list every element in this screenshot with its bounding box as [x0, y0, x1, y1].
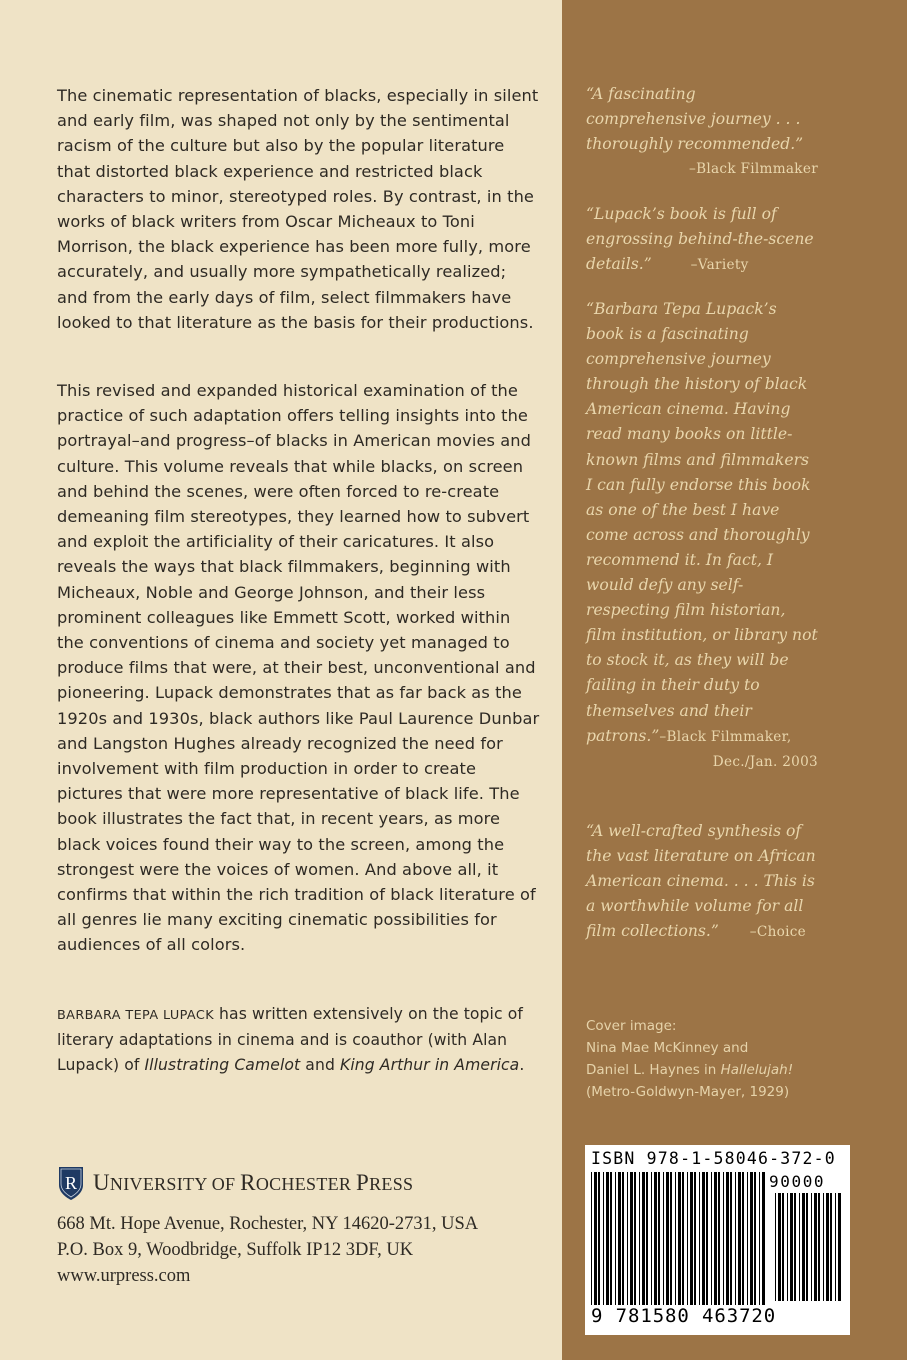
author-bio-and: and [300, 1056, 341, 1074]
cover-credit-label: Cover image: [586, 1018, 677, 1034]
description-paragraph-1: The cinematic representation of blacks, especially in silent and early film, was shaped not only by the sentimental racism of the culture but also by the popular literature that distorted black experience and restricted black characters to minor, stereotyped roles. By contrast, in the works of black writers from Oscar Micheaux to Toni Morrison, the black experience has been more fully, more accurately, and usually more sympathetically realized; and from the early days of film, select filmmakers have looked to that literature as the basis for their productions. [57, 86, 539, 332]
cover-credit-film-title: Hallelujah! [720, 1062, 794, 1078]
publisher-name-p: P [356, 1170, 370, 1195]
barcode-bar [747, 1172, 748, 1305]
barcode-bar [658, 1172, 660, 1305]
barcode-bar [762, 1172, 765, 1305]
barcode-bar [690, 1172, 693, 1305]
barcode-bar [775, 1193, 776, 1301]
barcode-bar [750, 1172, 753, 1305]
barcode-bar [622, 1172, 624, 1305]
review-quote-1 [586, 82, 818, 182]
quote-2-source: –Variety [690, 257, 749, 274]
barcode-bar [651, 1172, 652, 1305]
shield-letter: R [64, 1173, 78, 1193]
barcode-bar [799, 1193, 800, 1301]
cover-credit-line3: (Metro-Goldwyn-Mayer, 1929) [586, 1084, 790, 1100]
barcode-bar [654, 1172, 657, 1305]
publisher-name [93, 1170, 413, 1196]
barcode-bar [594, 1172, 597, 1305]
barcode-bar [835, 1193, 836, 1301]
barcode-bar [694, 1172, 696, 1305]
ean-barcode-bars [591, 1172, 767, 1307]
barcode-bar [682, 1172, 684, 1305]
barcode-bar [618, 1172, 621, 1305]
isbn-label: ISBN 978-1-58046-372-0 [591, 1149, 836, 1168]
quote-4-source: –Choice [749, 924, 807, 941]
review-quote-2 [586, 202, 818, 278]
barcode-bar [630, 1172, 633, 1305]
barcode-bar [754, 1172, 756, 1305]
barcode-bar [730, 1172, 732, 1305]
barcode-bar [663, 1172, 664, 1305]
barcode-bar [718, 1172, 720, 1305]
author-bio [57, 1002, 541, 1078]
barcode-bar [759, 1172, 760, 1305]
publisher-address-uk: P.O. Box 9, Woodbridge, Suffolk IP12 3DF, UK [57, 1240, 414, 1260]
barcode-bar [598, 1172, 600, 1305]
barcode-bar [818, 1193, 820, 1301]
cover-credit-line2 [586, 1059, 846, 1081]
barcode-digits: 9 781580 463720 [591, 1305, 777, 1327]
barcode-bar [702, 1172, 705, 1305]
quote-1-text: “A fascinating comprehensive journey . . . thoroughly recommended.” [586, 85, 804, 154]
barcode-bar [726, 1172, 729, 1305]
quote-4-text: “A well-crafted synthesis of the vast literature on African American cinema. . . . This is a worthwhile volume for all film collections.” [586, 822, 816, 941]
barcode-bar [646, 1172, 648, 1305]
barcode-bar [687, 1172, 688, 1305]
barcode-bar [627, 1172, 628, 1305]
cover-credit-line1: Nina Mae McKinney and [586, 1040, 749, 1056]
quote-3-text: “Barbara Tepa Lupack’s book is a fascinating comprehensive journey through the history of black American cinema. Having read many books on little-known films and filmmakers I can fully endorse this book as one of the best I have come across and thoroughly recommend it. In fact, I would defy any self-respecting film historian, film institution, or library not to stock it, as they will be failing in their duty to themselves and their patrons.” [586, 300, 818, 745]
review-quote-3 [586, 297, 818, 775]
author-bio-end: . [519, 1056, 525, 1074]
publisher-shield-icon [57, 1165, 85, 1201]
quote-1-source: –Black Filmmaker [688, 161, 818, 178]
barcode-bar [639, 1172, 640, 1305]
cover-image-credit [586, 1015, 846, 1103]
barcode-bar [723, 1172, 724, 1305]
barcode-bar [642, 1172, 645, 1305]
book-title-2: King Arthur in America [340, 1056, 520, 1074]
barcode-bar [670, 1172, 672, 1305]
author-bio-text: has written extensively on the topic of literary adaptations in cinema and is coauthor (with Alan Lupack) of [57, 1005, 523, 1074]
publisher-name-rest3: RESS [369, 1174, 414, 1194]
book-title-1: Illustrating Camelot [144, 1056, 301, 1074]
quote-3-date: Dec./Jan. 2003 [712, 753, 818, 770]
barcode-bar [811, 1193, 812, 1301]
barcode-bar [826, 1193, 829, 1301]
barcode-bar [666, 1172, 669, 1305]
barcode-bar [823, 1193, 824, 1301]
isbn-barcode [585, 1145, 850, 1335]
barcode-bar [794, 1193, 796, 1301]
barcode-bar [814, 1193, 817, 1301]
barcode-bar [714, 1172, 717, 1305]
publisher-website: www.urpress.com [57, 1266, 191, 1286]
price-code-label: 90000 [769, 1172, 826, 1191]
barcode-bar [802, 1193, 805, 1301]
barcode-bar [782, 1193, 784, 1301]
publisher-name-u: U [93, 1170, 110, 1195]
publisher-name-rest2: OCHESTER [255, 1174, 357, 1194]
barcode-bar [610, 1172, 612, 1305]
barcode-bar [830, 1193, 832, 1301]
quote-3-source: –Black Filmmaker, [659, 728, 792, 745]
barcode-bar [806, 1193, 808, 1301]
author-name: BARBARA TEPA LUPACK [57, 1008, 214, 1023]
price-barcode-bars [775, 1193, 841, 1303]
barcode-bar [790, 1193, 793, 1301]
barcode-bar [706, 1172, 708, 1305]
barcode-bar [615, 1172, 616, 1305]
review-quote-4 [586, 819, 818, 945]
barcode-bar [838, 1193, 841, 1301]
barcode-bar [591, 1172, 592, 1305]
barcode-bar [699, 1172, 700, 1305]
publisher-address-us: 668 Mt. Hope Avenue, Rochester, NY 14620-2731, USA [57, 1214, 479, 1234]
barcode-bar [634, 1172, 636, 1305]
barcode-bar [742, 1172, 744, 1305]
barcode-bar [606, 1172, 609, 1305]
publisher-name-rest: NIVERSITY OF [109, 1174, 241, 1194]
barcode-bar [787, 1193, 788, 1301]
barcode-bar [778, 1193, 781, 1301]
barcode-bar [675, 1172, 676, 1305]
barcode-bar [738, 1172, 741, 1305]
description-paragraph-2: This revised and expanded historical examination of the practice of such adaptation offers telling insights into the portrayal–and progress–of blacks in American movies and culture. This volume reveals that while blacks, on screen and behind the scenes, were often forced to re-create demeaning film stereotypes, they learned how to subvert and exploit the artificiality of their caricatures. It also reveals the ways that black filmmakers, beginning with Micheaux, Noble and George Johnson, and their less prominent colleagues like Emmett Scott, worked within the conventions of cinema and society yet managed to produce films that were, at their best, unconventional and pioneering. Lupack demonstrates that as far back as the 1920s and 1930s, black authors like Paul Laurence Dunbar and Langston Hughes already recognized the need for involvement with film production in order to create pictures that were more representative of black life. The book illustrates the fact that, in recent years, as more black voices found their way to the screen, among the strongest were the voices of women. And above all, it confirms that within the rich tradition of black literature of all genres lie many exciting cinematic possibilities for audiences of all colors. [57, 381, 540, 955]
cover-credit-line2-text: Daniel L. Haynes in [586, 1062, 721, 1078]
barcode-bar [711, 1172, 712, 1305]
barcode-bar [678, 1172, 681, 1305]
publisher-name-r: R [240, 1170, 256, 1195]
quote-2-text: “Lupack’s book is full of engrossing behind-the-scene details.” [586, 205, 814, 274]
barcode-bar [603, 1172, 604, 1305]
barcode-bar [735, 1172, 736, 1305]
